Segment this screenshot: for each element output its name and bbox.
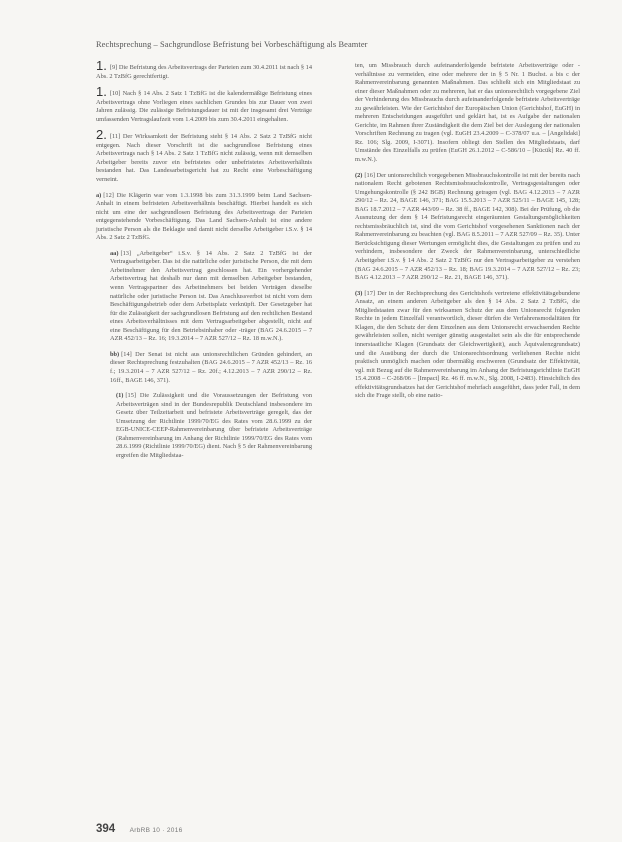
- paragraph-text: [9] Die Befristung des Arbeitsvertrags der Parteien zum 30.4.2011 ist nach § 14 Abs. 2 TzBfG gerechtfertigt.: [96, 64, 312, 80]
- paragraph: [96, 58, 312, 81]
- section-number: 1.: [96, 84, 107, 100]
- issue-label: ArbRB 10 · 2016: [129, 827, 183, 834]
- subsection-label: aa): [110, 249, 119, 257]
- paragraph: [355, 290, 580, 401]
- subsection-label: bb): [110, 350, 120, 358]
- paragraph-text: ten, um Missbrauch durch aufeinanderfolgende befristete Arbeitsverträge oder -verhältnisse zu vermeiden, eine oder mehrere der in § 5 Nr. 1 Buchst. a bis c der Rahmenvereinbarung genannten Maßnahmen. Das schließt sich ein Mitgliedstaat zu einer dieser Maßnahmen oder zu mehreren, hat er das unionsrechtlich vorgegebene Ziel der Verhinderung des Missbrauchs durch aufeinanderfolgende befristete Arbeitsverträge zu gewährleisten. Wie der Gerichtshof der Europäischen Union (Gerichtshof, EuGH) in mehreren Entscheidungen ausgeführt und geklärt hat, ist es Aufgabe der nationalen Gerichte, im Rahmen ihrer Zuständigkeit die dem Ziel bei der Auslegung der nationalen Vorschriften Rechnung zu tragen (vgl. EuGH 23.4.2009 – C-378/07 u.a. – [Angelidaki] Rz. 106; Slg. 2009, I-3071). Insofern obliegt den Stellen des Mitgliedstaats, darf Umstände des Einzelfalls zu prüfen (EuGH 26.1.2012 – C-586/10 – [Kücük] Rz. 40 ff. m.w.N.).: [355, 62, 580, 164]
- paragraph: [96, 84, 312, 124]
- paragraph-text: [12] Die Klägerin war vom 1.3.1998 bis zum 31.3.1999 beim Land Sachsen-Anhalt in einem befristeten Arbeitsverhältnis beschäftigt. Hierbei handelt es sich nicht um eine der sachgrundlosen Befristung des Arbeitsvertrags der Parteien entgegenstehende Vorbeschäftigung. Das Land Sachsen-Anhalt ist eine andere juristische Person als die Beklagte und damit nicht derselbe Arbeitgeber i.S.v. § 14 Abs. 2 Satz 2 TzBfG.: [96, 191, 312, 242]
- right-column: [355, 62, 580, 408]
- paragraph: [355, 172, 580, 283]
- paragraph-text: [10] Nach § 14 Abs. 2 Satz 1 TzBfG ist die kalendermäßige Befristung eines Arbeitsvertrags ohne Vorliegen eines sachlichen Grundes bis zur Dauer von zwei Jahren zulässig. Die zulässige Befristungsdauer ist mit der insgesamt drei Verträge umfassenden Vertragslaufzeit vom 1.4.2009 bis zum 30.4.2011 eingehalten.: [96, 90, 312, 123]
- paragraph: [96, 351, 312, 385]
- subsection-label: (3): [355, 289, 363, 297]
- section-number: 2.: [96, 127, 107, 143]
- subsection-label: a): [96, 191, 102, 199]
- paragraph: [96, 392, 312, 460]
- subsection-label: (2): [355, 171, 363, 179]
- page-footer: [96, 819, 183, 837]
- paragraph-text: [13] „Arbeitgeber“ i.S.v. § 14 Abs. 2 Satz 2 TzBfG ist der Vertragsarbeitgeber. Das ist die natürliche oder juristische Person, die mit dem Arbeitnehmer den Arbeitsvertrag geschlossen hat. Ein vorhergehender Arbeitsvertrag hat deshalb nur dann mit demselben Arbeitgeber bestanden, wenn Vertragspartner des Arbeitnehmers bei beiden Verträgen dieselbe natürliche oder juristische Person ist. Das Anschlussverbot ist nicht vom dem Beschäftigungsbetrieb oder dem Arbeitsplatz verknüpft. Der Gesetzgeber hat für die Zulässigkeit der sachgrundlosen Befristung auf den rechtlichen Bestand eines Arbeitsverhältnisses mit dem Vertragsarbeitgeber abgestellt, nicht auf eine Beschäftigung für den Betriebsinhaber oder -träger (BAG 24.6.2015 – 7 AZR 452/13 – Rz. 16; 19.3.2014 – 7 AZR 527/12 – Rz. 18 m.w.N.).: [110, 249, 312, 343]
- paragraph-text: [17] Der in der Rechtsprechung des Gerichtshofs vertretene effektivitätsgebundene Ansatz, an einem anderen Arbeitgeber als den § 14 Abs. 2 Satz 2 TzBfG, die Mitgliedstaaten zwar für den wirksamen Schutz der aus dem Unionsrecht folgenden Rechte in jedem Einzelfall verantwortlich, dieser dürfen die Verfahrensmodalitäten für Klagen, die den Schutz der dem Einzelnen aus dem Unionsrecht erwachsenden Rechte gewährleisten sollen, nicht weniger günstig ausgestaltet sein als die für entsprechende innerstaatliche Klagen (Grundsatz der Gleichwertigkeit), auch Äquivalenzgrundsatz) und die Ausübung der durch die Unionsrechtsordnung verliehenen Rechte nicht praktisch unmöglich machen oder übermäßig erschweren (Grundsatz der Effektivität, vgl. mit Bezug auf die Rahmenvereinbarung im Anhang der Befristungsrichtlinie EuGH 15.4.2008 – C-268/06 – [Impact] Rz. 46 ff. m.w.N., Slg. 2008, I-2483). Hinsichtlich des effektivitätsgrundsatzes hat der Gerichtshof mehrfach ausgeführt, dass jeder Fall, in dem sich die Frage stellt, ob eine natio-: [355, 289, 581, 400]
- paragraph: [96, 192, 312, 243]
- paragraph: [96, 127, 312, 184]
- running-head: Rechtsprechung – Sachgrundlose Befristung bei Vorbeschäftigung als Beamter: [96, 40, 368, 49]
- paragraph: [96, 250, 312, 344]
- subsection-label: (1): [116, 392, 124, 400]
- paragraph-text: [11] Der Wirksamkeit der Befristung steht § 14 Abs. 2 Satz 2 TzBfG nicht entgegen. Nach dieser Vorschrift ist die sachgrundlose Befristung eines Arbeitsvertrags nach § 14 Abs. 2 Satz 1 TzBfG nicht zulässig, wenn mit demselben Arbeitgeber bereits zuvor ein befristetes oder unbefristetes Arbeitsverhältnis bestanden hat. Das Landesarbeitsgericht hat zu Recht eine Vorbeschäftigung verneint.: [96, 133, 312, 184]
- paragraph-text: [15] Die Zulässigkeit und die Voraussetzungen der Befristung von Arbeitsverträgen sind in der Bundesrepublik Deutschland insbesondere im Gesetz über Teilzeitarbeit und befristete Arbeitsverträge geregelt, das der Umsetzung der Richtlinie 1999/70/EG des Rates vom 28.6.1999 zu der EGB-UNICE-CEEP-Rahmenvereinbarung über befristete Arbeitsverträge (Rahmenvereinbarung im Anhang der Richtlinie 1999/70/EG des Rates vom 28.6.1999 (Richtlinie 1999/70/EG) dient. Nach § 5 der Rahmenvereinbarung ergreifen die Mitgliedstaa-: [116, 392, 312, 459]
- paragraph-text: [14] Der Senat ist nicht aus unionsrechtlichen Gründen gehindert, an dieser Rechtsprechung festzuhalten (BAG 24.6.2015 – 7 AZR 452/13 – Rz. 16 f.; 19.3.2014 – 7 AZR 527/12 – Rz. 20f.; 4.12.2013 – 7 AZR 290/12 – Rz. 16ff., BAGE 146, 371).: [110, 350, 312, 384]
- left-column: [96, 58, 312, 467]
- section-number: 1.: [96, 58, 107, 73]
- paragraph: [355, 62, 580, 165]
- page-number: 394: [96, 823, 116, 835]
- paragraph-text: [16] Der unionsrechtlich vorgegebenen Missbrauchskontrolle ist mit der bereits nach nationalem Recht gebotenen Rechtsmissbrauchskontrolle, Vertragsgestaltungen oder Umgehungskontrolle (§ 242 BGB) Rechnung getragen (vgl. BAG 4.12.2013 – 7 AZR 290/12 – Rz. 24, BAGE 146, 371; BAG 15.5.2013 – 7 AZR 525/11 – BAGE 145, 128; BAG 18.7.2012 – 7 AZR 443/09 – Rz. 38 ff., BAGE 142, 308). Bei der Prüfung, ob die Ausnutzung der dem § 14 Befristungsrecht eingeräumten Gestaltungsmöglichkeiten rechtsmissbräuchlich ist, sind die vom Gerichtshof vorgesehenen Sanktionen nach der Rahmenvereinbarung zu beachten (vgl. BAG 8.5.2011 – 7 AZR 527/09 – Rz. 35). Unter Berücksichtigung dieser Wertungen ermöglicht dies, die Gestaltungen zu prüfen und zu verhindern, insbesondere der Zweck der Rahmenvereinbarung, unterschiedliche Arbeitgeber i.S.v. § 14 Abs. 2 Satz 2 TzBfG nur den Vertragsarbeitgeber zu verstehen (BAG 24.6.2015 – 7 AZR 452/13 – Rz. 18; BAG 19.3.2014 – 7 AZR 527/12 – Rz. 23; BAG 4.12.2013 – 7 AZR 290/12 – Rz. 21, BAGE 146, 371).: [355, 171, 580, 282]
